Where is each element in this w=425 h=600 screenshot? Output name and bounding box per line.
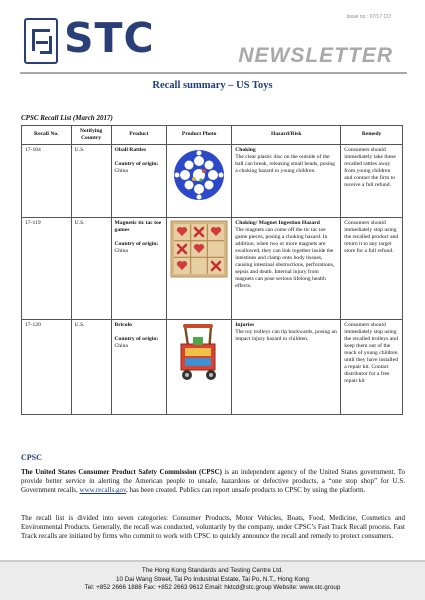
table-header-row (22, 126, 403, 145)
stc-logo-mark-icon (24, 18, 58, 64)
country-cell: U.S. (71, 144, 111, 217)
remedy-cell: Consumers should immediately take these recalled rattles away from young children and contact the firm to receive a full refund. (341, 144, 403, 217)
recall-list-title: CPSC Recall List (March 2017) (21, 114, 113, 122)
photo-cell (167, 319, 232, 414)
footer-contact: Tel: +852 2666 1888 Fax: +852 2663 9612 Email: hktcd@stc.group Website: www.stc.group (84, 584, 341, 591)
cpsc-paragraph-2: The recall list is divided into seven categories: Consumer Products, Motor Vehicles, Boats, Food, Medicine, Cosmetics and Environmental Products. Generally, the recall was conducted, voluntarily by the company, under CPSC’s Fast Track Recall process. Fast Track recalls are initiated by firms who commit to work with CPSC to quickly announce the recall and remedy to protect consumers. (21, 514, 405, 541)
cpsc-paragraph-1 (21, 468, 405, 496)
product-cell (111, 319, 167, 414)
page-footer (0, 560, 425, 600)
product-cell (111, 217, 167, 319)
photo-cell (167, 144, 232, 217)
tic-tac-toe-game-photo-icon (170, 220, 228, 278)
hazard-text: The toy trolleys can tip backwards, posing an impact injury hazard to children. (235, 328, 337, 342)
origin-label: Country of origin: (114, 335, 159, 342)
country-cell: U.S. (71, 217, 111, 319)
origin-value: China (114, 247, 128, 254)
photo-cell (167, 217, 232, 319)
product-name: Magnetic tic tac toe games (114, 219, 162, 233)
footer-company-name: The Hong Kong Standards and Testing Centre Ltd. (141, 567, 284, 574)
page-title: Recall summary – US Toys (152, 80, 273, 91)
bricolo-trolley-photo-icon (170, 322, 228, 384)
column-header-recall-no: Recall No. (22, 126, 72, 145)
column-header-product-photo: Product Photo (167, 126, 232, 145)
column-header-product: Product (111, 126, 167, 145)
table-row (22, 217, 403, 319)
hazard-cell (232, 144, 341, 217)
column-header-hazard-risk: Hazard/Risk (232, 126, 341, 145)
recall-table (21, 125, 403, 415)
oball-rattle-photo-icon (170, 147, 228, 203)
cpsc-agency-name: The United States Consumer Product Safety Commission (CPSC) (21, 468, 222, 476)
product-cell (111, 144, 167, 217)
newsletter-header (0, 0, 425, 75)
origin-value: China (114, 342, 128, 349)
origin-label: Country of origin: (114, 160, 159, 167)
country-cell: U.S. (71, 319, 111, 414)
hazard-cell (232, 319, 341, 414)
recall-no-cell: 17-120 (22, 319, 72, 414)
table-row (22, 144, 403, 217)
hazard-title: Injuries (235, 321, 255, 328)
product-name: Oball Rattles (114, 146, 147, 153)
recall-no-cell: 17-104 (22, 144, 72, 217)
hazard-title: Choking/ Magnet Ingestion Hazard (235, 219, 320, 226)
origin-value: China (114, 167, 128, 174)
issue-number: Issue no.: 07/17 CO (346, 14, 391, 20)
hazard-cell (232, 217, 341, 319)
cpsc-paragraph-1-text-b: , has been created. Publics can report unsafe products to CPSC by using the platform. (126, 486, 366, 495)
origin-label: Country of origin: (114, 240, 159, 247)
product-name: Bricolo (114, 321, 132, 328)
table-row (22, 319, 403, 414)
recalls-gov-link[interactable]: www.recalls.gov (79, 486, 127, 495)
cpsc-heading: CPSC (21, 453, 42, 462)
footer-address: 10 Dai Wang Street, Tai Po Industrial Estate, Tai Po, N.T., Hong Kong (115, 575, 310, 583)
hazard-text: The magnets can come off the tic tac toe game pieces, posing a choking hazard. In addition, when two or more magnets are swallowed, they can link together inside the intestines and clamp onto body tissues, causing intestinal obstructions, perforations, sepsis and death. Internal injury from magnets can pose serious lifelong health effects. (235, 226, 335, 289)
hazard-title: Choking (235, 146, 256, 153)
column-header-notifying-country: Notifying Country (71, 126, 111, 145)
header-divider (20, 72, 407, 74)
stc-logo-text: STC (64, 14, 155, 62)
column-header-remedy: Remedy (341, 126, 403, 145)
remedy-cell: Consumers should immediately stop using the recalled product and return it to any target store for a full refund. (341, 217, 403, 319)
cpsc-paragraph-1-text-a: is an independent agency of the United States government. To provide better service in alerting the American people to unsafe, hazardous or defective products, a “one stop shop” for U.S. Government recalls, (21, 468, 406, 495)
hazard-text: The clear plastic disc on the outside of the ball can break, releasing small beads, posing a choking hazard to young children. (235, 153, 335, 174)
remedy-cell: Consumers should immediately stop using the recalled trolleys and keep them out of the reach of young children until they have installed a repair kit. Contact distributor for a free repair kit (341, 319, 403, 414)
stc-logo (24, 14, 174, 64)
newsletter-label: NEWSLETTER (238, 44, 393, 67)
recall-no-cell: 17-119 (22, 217, 72, 319)
